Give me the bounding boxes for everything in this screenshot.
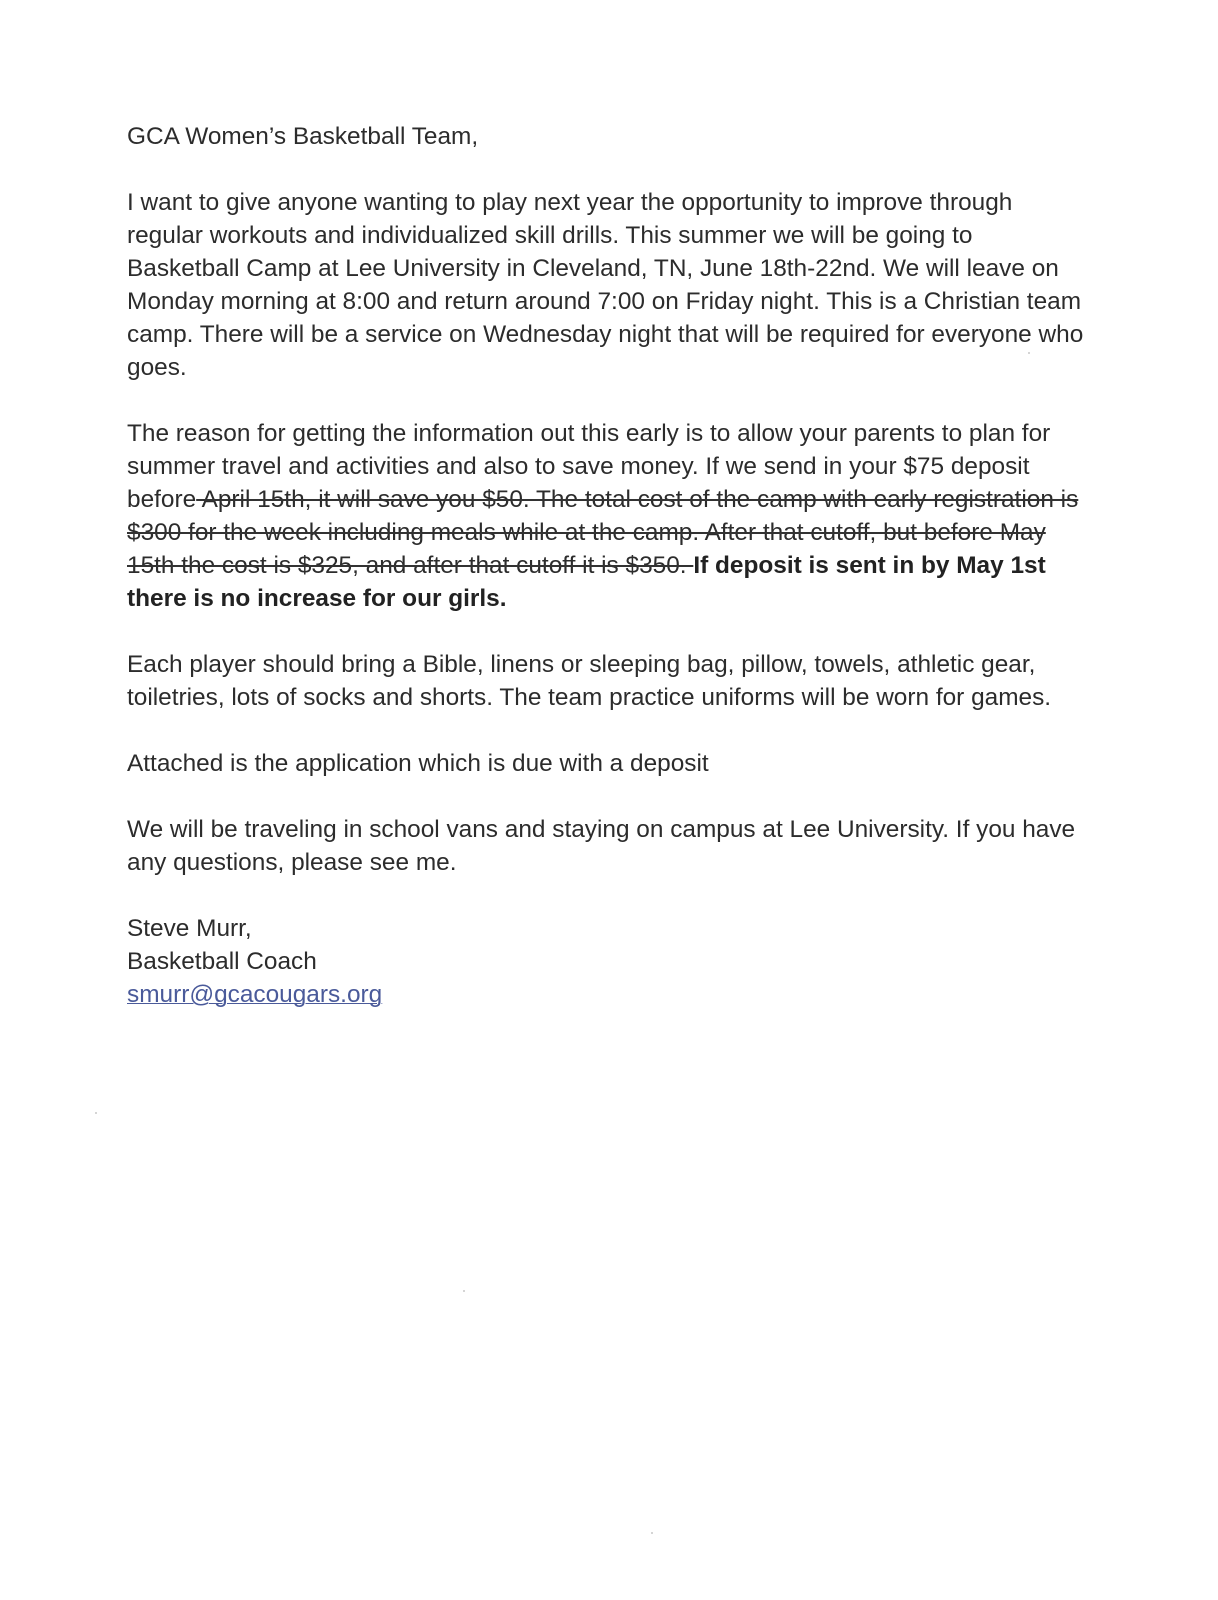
signature-title: Basketball Coach [127,948,317,975]
paragraph-travel: We will be traveling in school vans and staying on campus at Lee University. If you have any questions, please see me. [127,816,1076,876]
deposit-notice: If deposit is sent in by May 1st there is no increase for our girls. [127,552,1046,612]
paragraph-packing-list: Each player should bring a Bible, linens or sleeping bag, pillow, towels, athletic gear, toiletries, lots of socks and shorts. The team practice uniforms will be worn for games. [127,651,1052,711]
scan-speck [1028,352,1030,354]
signature-name: Steve Murr, [127,915,252,942]
scan-speck [651,1532,653,1534]
struck-pricing-text: April 15th, it will save you $50. The total cost of the camp with early registration is $300 for the week including meals while at the camp. After that cutoff, but before May 15th the cost is $325, and after that cutoff it is $350. [127,486,1079,579]
email-link[interactable]: smurr@gcacougars.org [127,981,383,1008]
paragraph-application: Attached is the application which is due with a deposit [127,750,709,777]
scan-speck [95,1112,97,1114]
letter-body [127,120,1087,1011]
cost-intro-text: The reason for getting the information out this early is to allow your parents to plan for summer travel and activities and also to save money. If we send in your $75 deposit before [127,420,1051,513]
scan-speck [463,1290,465,1292]
paragraph-camp-details: I want to give anyone wanting to play next year the opportunity to improve through regular workouts and individualized skill drills. This summer we will be going to Basketball Camp at Lee University in Cleveland, TN, June 18th-22nd. We will leave on Monday morning at 8:00 and return around 7:00 on Friday night. This is a Christian team camp. There will be a service on Wednesday night that will be required for everyone who goes. [127,189,1084,381]
signature-block [127,912,1087,1011]
salutation: GCA Women’s Basketball Team, [127,123,479,150]
paragraph-cost [127,417,1087,615]
